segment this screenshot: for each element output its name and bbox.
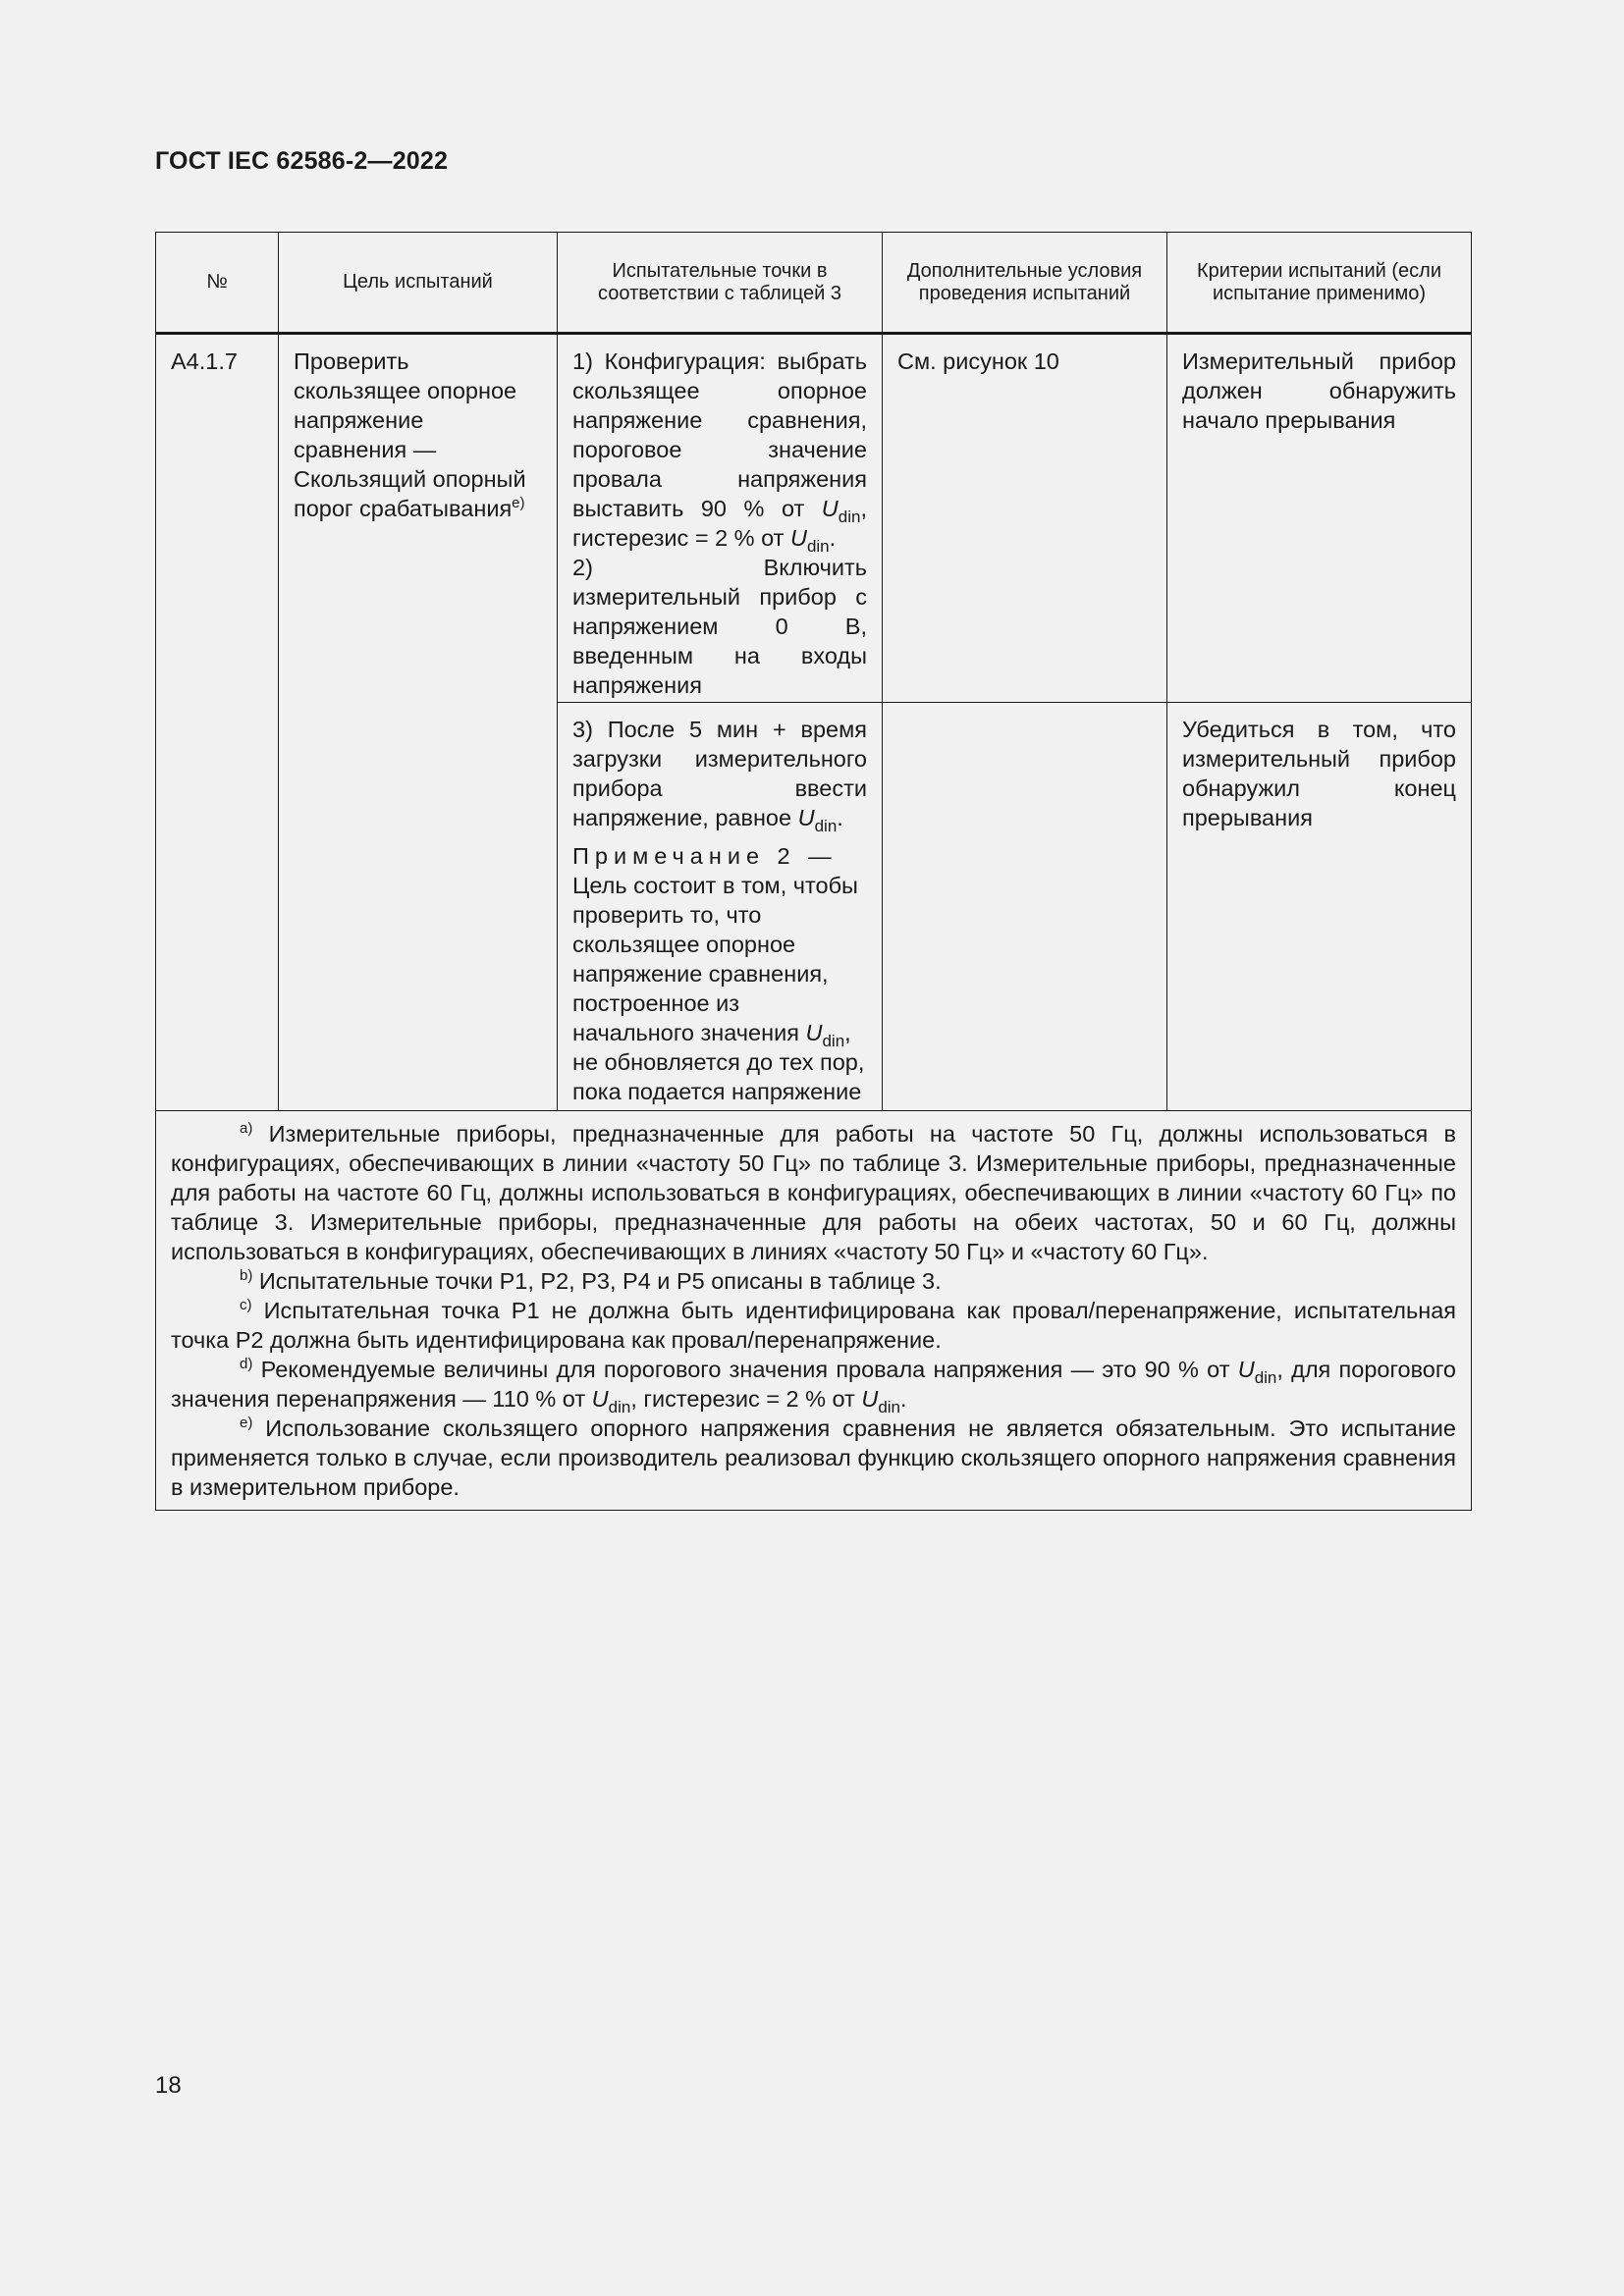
goal-footnote-ref: е) (512, 495, 525, 511)
row-goal (279, 334, 558, 1111)
criteria-text: Измерительный прибор должен обнаружить начало прерывания (1182, 348, 1456, 433)
row-number (156, 334, 279, 1111)
row-number-text: А4.1.7 (171, 348, 238, 374)
column-header-conditions: Дополнительные условия проведения испытаний (883, 233, 1167, 334)
criteria-cell-2 (1167, 703, 1472, 1111)
note-text: Цель состоит в том, чтобы проверить то, что скользящее опорное напряжение сравнения, построенное из начального значения $U_{din}$, не обновляется до тех пор, пока подается напряжение (572, 873, 865, 1104)
column-header-test-points: Испытательные точки в соответствии с таблицей 3 (558, 233, 883, 334)
conditions-cell-1 (883, 334, 1167, 703)
footnote-e: $^{е)}$ Использование скользящего опорного напряжения сравнения не является обязательным. Это испытание применяется только в случае, если производитель реализовал функцию скользящего опорного напряжения сравнения в измерительном приборе. (171, 1415, 1456, 1500)
footnote-d: $^{d)}$ Рекомендуемые величины для порогового значения провала напряжения — это 90 % от $U_{din}$, для порогового значения перенапряжения — 110 % от $U_{din}$, гистерезис = 2 % от $U_{din}$. (171, 1356, 1456, 1416)
conditions-cell-2 (883, 703, 1167, 1111)
step-2: 2) Включить измерительный прибор с напряжением 0 В, введенным на входы напряжения (572, 555, 867, 698)
note-title: Примечание 2 — (572, 843, 838, 869)
goal-text: Проверить скользящее опорное напряжение сравнения — Скользящий опорный порог срабатывания (294, 348, 526, 521)
step-1: 1) Конфигурация: выбрать скользящее опорное напряжение сравнения, пороговое значение провала напряжения выставить 90 % от $U_{din}$, гистерезис = 2 % от $U_{din}$. (572, 348, 867, 556)
note-2 (572, 841, 867, 1106)
footnotes-row (156, 1111, 1472, 1511)
criteria-text: Убедиться в том, что измерительный прибор обнаружил конец прерывания (1182, 717, 1456, 830)
step-3: 3) После 5 мин + время загрузки измерительного прибора ввести напряжение, равное $U_{din}$. (572, 717, 867, 835)
test-points-cell-1 (558, 334, 883, 703)
document-header: ГОСТ IEC 62586-2—2022 (155, 147, 449, 175)
column-header-goal: Цель испытаний (279, 233, 558, 334)
table-header-row (156, 233, 1472, 334)
criteria-cell-1 (1167, 334, 1472, 703)
conditions-text: См. рисунок 10 (897, 348, 1059, 374)
footnote-c: $^{с)}$ Испытательная точка Р1 не должна быть идентифицирована как провал/перенапряжение, испытательная точка Р2 должна быть идентифицирована как провал/перенапряжение. (171, 1297, 1456, 1353)
table-row (156, 334, 1472, 703)
column-header-criteria: Критерии испытаний (если испытание применимо) (1167, 233, 1472, 334)
test-points-cell-2 (558, 703, 883, 1111)
page-number: 18 (155, 2072, 182, 2099)
footnote-a: $^{а)}$ Измерительные приборы, предназначенные для работы на частоте 50 Гц, должны использоваться в конфигурациях, обеспечивающих в линии «частоту 50 Гц» по таблице 3. Измерительные приборы, предназначенные для работы на частоте 60 Гц, должны использоваться в конфигурациях, обеспечивающих в линии «частоту 60 Гц» по таблице 3. Измерительные приборы, предназначенные для работы на обеих частотах, 50 и 60 Гц, должны использоваться в конфигурациях, обеспечивающих в линиях «частоту 50 Гц» и «частоту 60 Гц». (171, 1120, 1457, 1264)
test-table (155, 232, 1472, 1511)
footnotes-cell (156, 1111, 1472, 1511)
column-header-number: № (156, 233, 279, 334)
footnote-b: $^{b)}$ Испытательные точки Р1, Р2, Р3, Р4 и Р5 описаны в таблице 3. (240, 1267, 942, 1294)
